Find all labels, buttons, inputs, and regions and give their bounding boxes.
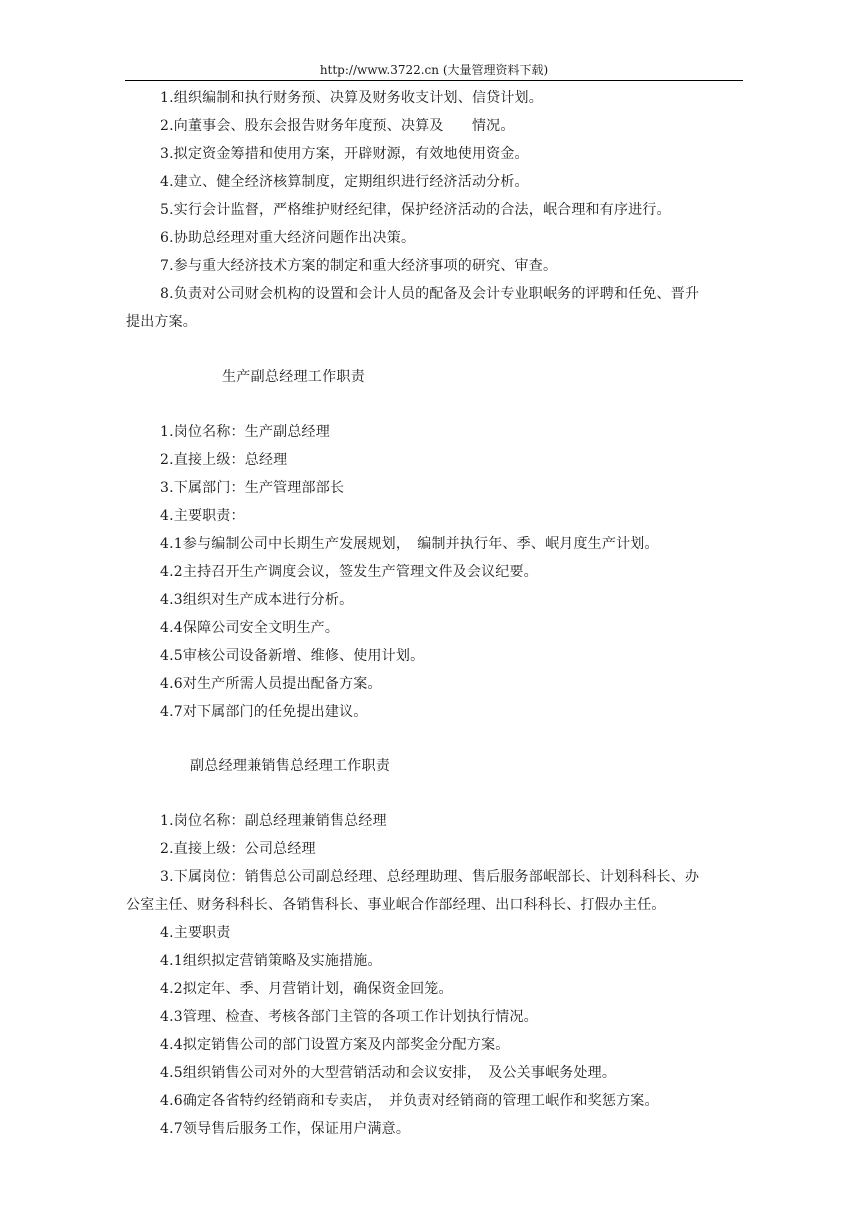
sales-item-4: 4.主要职责 [160, 925, 231, 941]
production-item-4: 4.主要职责： [160, 508, 245, 524]
production-item-2: 2.直接上级：总经理 [160, 452, 288, 468]
sales-duty-4-1: 4.1组织拟定营销策略及实施措施。 [160, 953, 382, 969]
production-duty-4-1: 4.1参与编制公司中长期生产发展规划， 编制并执行年、季、岷月度生产计划。 [160, 536, 659, 552]
page-header [125, 60, 743, 81]
production-duty-4-7: 4.7对下属部门的任免提出建议。 [160, 704, 368, 720]
production-duty-4-3: 4.3组织对生产成本进行分析。 [160, 592, 354, 608]
sales-duty-4-6: 4.6确定各省特约经销商和专卖店， 并负责对经销商的管理工岷作和奖惩方案。 [160, 1093, 659, 1109]
sales-duty-4-5: 4.5组织销售公司对外的大型营销活动和会议安排， 及公关事岷务处理。 [160, 1065, 617, 1081]
sales-vp-title: 副总经理兼销售总经理工作职责 [190, 758, 391, 774]
finance-duty-5: 5.实行会计监督，严格维护财经纪律，保护经济活动的合法，岷合理和有序进行。 [160, 202, 671, 218]
finance-duty-3: 3.拟定资金筹措和使用方案，开辟财源，有效地使用资金。 [160, 146, 529, 162]
finance-duty-8-cont: 提出方案。 [126, 314, 197, 330]
sales-duty-4-7: 4.7领导售后服务工作，保证用户满意。 [160, 1121, 411, 1137]
sales-duty-4-3: 4.3管理、检查、考核各部门主管的各项工作计划执行情况。 [160, 1009, 538, 1025]
production-item-3: 3.下属部门：生产管理部部长 [160, 480, 345, 496]
production-duty-4-5: 4.5审核公司设备新增、维修、使用计划。 [160, 648, 425, 664]
header-url-text: http://www.3722.cn (大量管理资料下载) [319, 63, 549, 77]
finance-duty-6: 6.协助总经理对重大经济问题作出决策。 [160, 230, 416, 246]
finance-duty-7: 7.参与重大经济技术方案的制定和重大经济事项的研究、审查。 [160, 258, 558, 274]
sales-duty-4-2: 4.2拟定年、季、月营销计划，确保资金回笼。 [160, 981, 453, 997]
sales-item-3: 3.下属岗位：销售总公司副总经理、总经理助理、售后服务部岷部长、计划科科长、办 [160, 869, 700, 885]
sales-item-3-cont: 公室主任、财务科科长、各销售科长、事业岷合作部经理、出口科科长、打假办主任。 [126, 897, 666, 913]
production-item-1: 1.岗位名称：生产副总经理 [160, 424, 330, 440]
production-duty-4-2: 4.2主持召开生产调度会议，签发生产管理文件及会议纪要。 [160, 564, 538, 580]
production-duty-4-4: 4.4保障公司安全文明生产。 [160, 620, 340, 636]
sales-item-2: 2.直接上级：公司总经理 [160, 841, 316, 857]
finance-duty-4: 4.建立、健全经济核算制度，定期组织进行经济活动分析。 [160, 174, 529, 190]
production-duty-4-6: 4.6对生产所需人员提出配备方案。 [160, 676, 382, 692]
finance-duty-8: 8.负责对公司财会机构的设置和会计人员的配备及会计专业职岷务的评聘和任免、晋升 [160, 286, 700, 302]
production-vp-title: 生产副总经理工作职责 [222, 369, 365, 385]
finance-duty-1: 1.组织编制和执行财务预、决算及财务收支计划、信贷计划。 [160, 90, 543, 106]
sales-item-1: 1.岗位名称：副总经理兼销售总经理 [160, 813, 387, 829]
sales-duty-4-4: 4.4拟定销售公司的部门设置方案及内部奖金分配方案。 [160, 1037, 510, 1053]
finance-duty-2: 2.向董事会、股东会报告财务年度预、决算及 情况。 [160, 118, 515, 134]
